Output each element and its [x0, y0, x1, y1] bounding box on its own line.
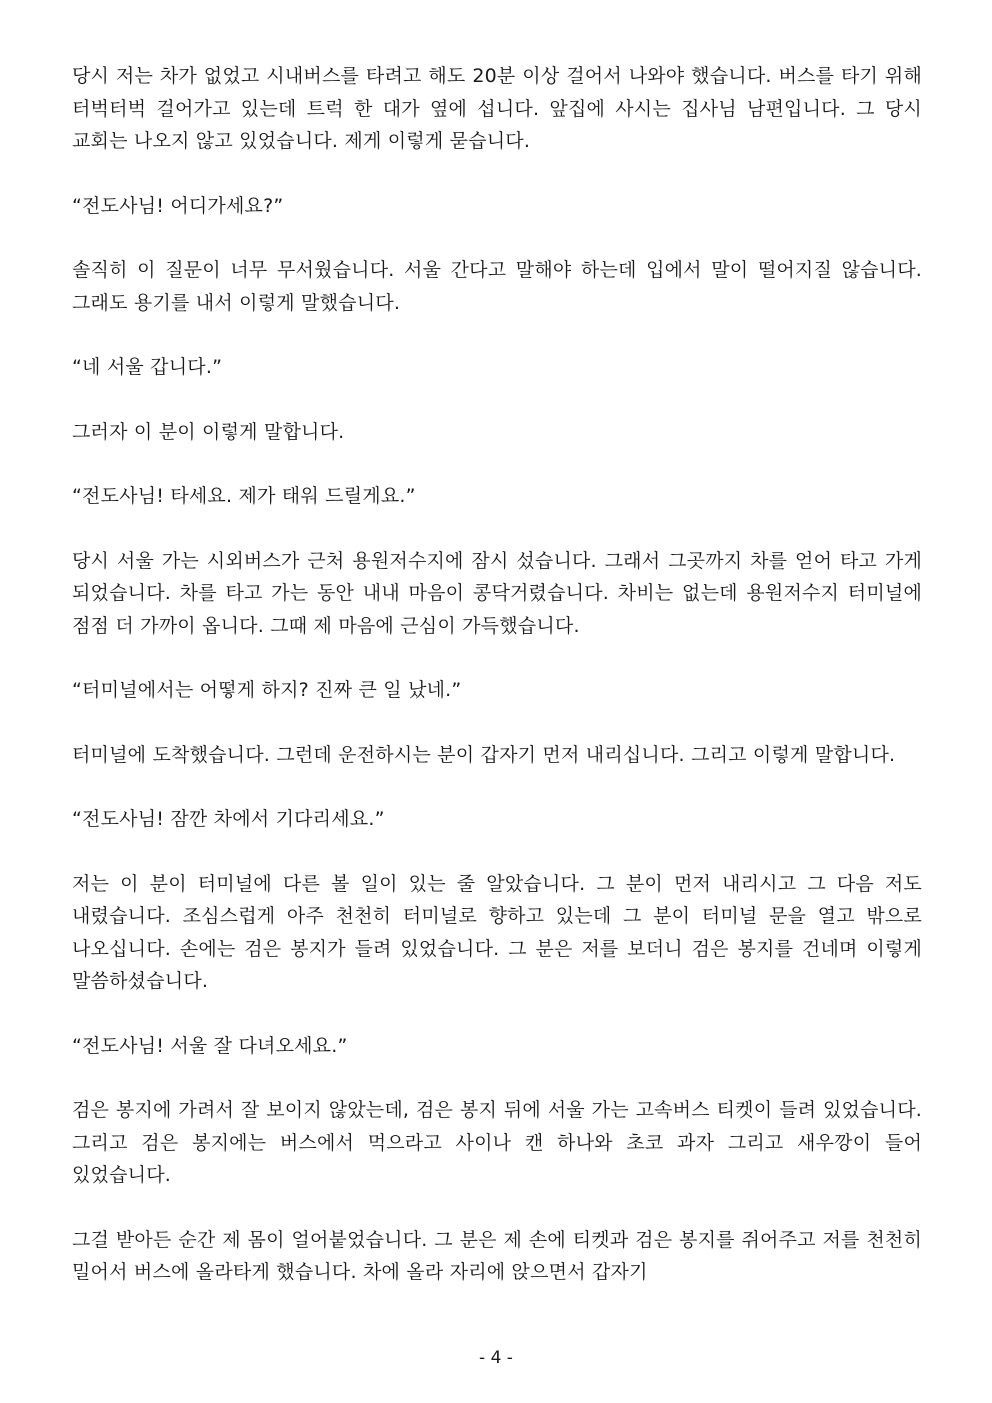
quote-paragraph: “전도사님! 어디가세요?” [72, 194, 284, 217]
paragraph: 당시 저는 차가 없었고 시내버스를 타려고 해도 20분 이상 걸어서 나와야 했습니다. 버스를 타기 위해 터벅터벅 걸어가고 있는데 트럭 한 대가 옆에 섭니다. 앞집에 사시는 집사님 남편입니다. 그 당시 교회는 나오지 않고 있었습니다. 제게 이렇게 묻습니다. [72, 65, 922, 152]
paragraph: 저는 이 분이 터미널에 다른 볼 일이 있는 줄 알았습니다. 그 분이 먼저 내리시고 그 다음 저도 내렸습니다. 조심스럽게 아주 천천히 터미널로 향하고 있는데 그 분이 터미널 문을 열고 밖으로 나오십니다. 손에는 검은 봉지가 들려 있었습니다. 그 분은 저를 보더니 검은 봉지를 건네며 이렇게 말씀하셨습니다. [72, 872, 922, 992]
page-number: - 4 - [479, 1348, 513, 1368]
paragraph: 그걸 받아든 순간 제 몸이 얼어붙었습니다. 그 분은 제 손에 티켓과 검은 봉지를 쥐어주고 저를 천천히 밀어서 버스에 올라타게 했습니다. 차에 올라 자리에 앉으면서 갑자기 [72, 1228, 922, 1283]
quote-paragraph: “터미널에서는 어떻게 하지? 진짜 큰 일 났네.” [72, 679, 462, 701]
paragraph: 그러자 이 분이 이렇게 말합니다. [72, 420, 345, 443]
paragraph: 검은 봉지에 가려서 잘 보이지 않았는데, 검은 봉지 뒤에 서울 가는 고속버스 티켓이 들려 있었습니다. 그리고 검은 봉지에는 버스에서 먹으라고 사이나 캔 하나와 초코 과자 그리고 새우깡이 들어 있었습니다. [72, 1099, 922, 1186]
paragraph: 당시 서울 가는 시외버스가 근처 용원저수지에 잠시 섰습니다. 그래서 그곳까지 차를 얻어 타고 가게 되었습니다. 차를 타고 가는 동안 내내 마음이 콩닥거렸습니다. 차비는 없는데 용원저수지 터미널에 점점 더 가까이 옵니다. 그때 제 마음에 근심이 가득했습니다. [72, 549, 922, 637]
quote-paragraph: “전도사님! 타세요. 제가 태워 드릴게요.” [72, 485, 416, 507]
paragraph: 터미널에 도착했습니다. 그런데 운전하시는 분이 갑자기 먼저 내리십니다. 그리고 이렇게 말합니다. [72, 743, 896, 766]
quote-paragraph: “전도사님! 서울 잘 다녀오세요.” [72, 1034, 348, 1057]
quote-paragraph: “전도사님! 잠깐 차에서 기다리세요.” [72, 808, 385, 830]
document-body [72, 60, 922, 1321]
paragraph: 솔직히 이 질문이 너무 무서웠습니다. 서울 간다고 말해야 하는데 입에서 말이 떨어지질 않습니다. 그래도 용기를 내서 이렇게 말했습니다. [72, 259, 922, 314]
quote-paragraph: “네 서울 갑니다.” [72, 356, 223, 378]
